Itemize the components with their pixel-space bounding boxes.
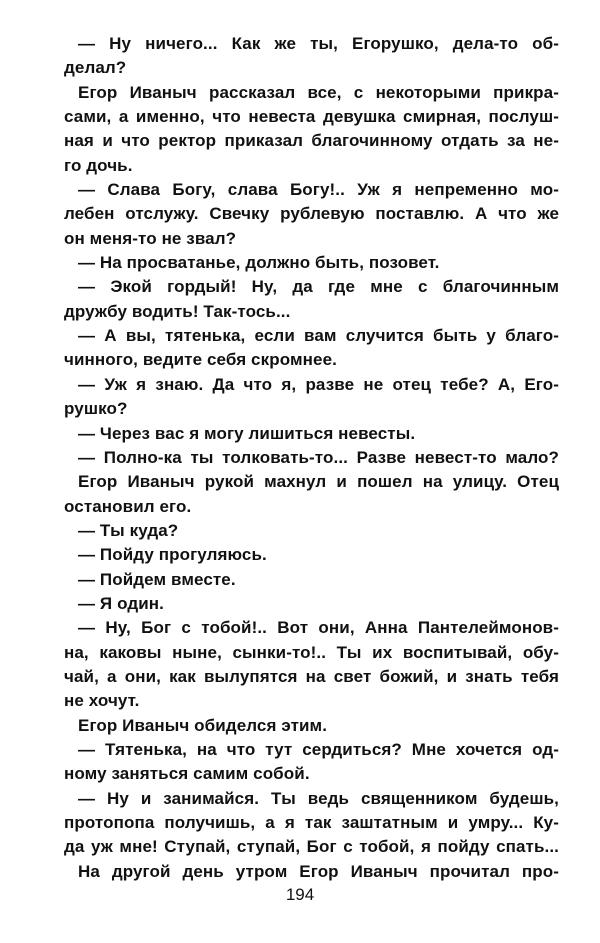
text-line: На другой день утром Егор Иваныч прочитал про- <box>78 861 559 881</box>
text-line: — Ну и занимайся. Ты ведь священником будешь, <box>78 788 559 808</box>
text-line: остановил его. <box>64 496 192 516</box>
text-line: Егор Иваныч рукой махнул и пошел на улицу. Отец <box>78 472 559 492</box>
text-line: — Экой гордый! Ну, да где мне с благочинным <box>78 277 559 297</box>
text-line: сами, а именно, что невеста девушка смирная, послуш- <box>64 107 559 127</box>
text-line: рушко? <box>64 399 128 419</box>
text-line: — Ну, Бог с тобой!.. Вот они, Анна Пантелеймонов- <box>78 618 559 638</box>
text-line: ная и что ректор приказал благочинному отдать за не- <box>64 131 559 151</box>
text-line: ному заняться самим собой. <box>64 764 310 784</box>
text-line: — Тятенька, на что тут сердиться? Мне хочется од- <box>78 739 559 759</box>
text-line: не хочут. <box>64 691 140 711</box>
text-line: лебен отслужу. Свечку рублевую поставлю. А что же <box>64 204 559 224</box>
text-line: Егор Иваныч рассказал все, с некоторыми прикра- <box>78 82 559 102</box>
text-line: дружбу водить! Так-тось... <box>64 301 291 321</box>
text-line: чай, а они, как вылупятся на свет божий, и знать тебя <box>64 666 559 686</box>
text-line: да уж мне! Ступай, ступай, Бог с тобой, я пойду спать... <box>64 837 559 857</box>
page-text <box>64 32 559 884</box>
text-line: чинного, ведите себя скромнее. <box>64 350 337 370</box>
text-line: — Пойду прогуляюсь. <box>78 545 267 565</box>
text-line: на, каковы ныне, сынки-то!.. Ты их воспитывай, обу- <box>64 642 559 662</box>
text-line: — Я один. <box>78 593 164 613</box>
text-line: — Слава Богу, слава Богу!.. Уж я непременно мо- <box>78 180 559 200</box>
text-line: го дочь. <box>64 155 133 175</box>
text-line: — Ну ничего... Как же ты, Егорушко, дела-то об- <box>78 34 559 53</box>
text-line: он меня-то не звал? <box>64 228 237 248</box>
text-line: — Уж я знаю. Да что я, разве не отец тебе? А, Его- <box>78 374 559 394</box>
text-line: Егор Иваныч обиделся этим. <box>78 715 328 735</box>
text-line: — Полно-ка ты толковать-то... Разве невест-то мало? <box>78 447 559 467</box>
text-line: — Ты куда? <box>78 520 179 540</box>
text-line: протопопа получишь, а я так заштатным и умру... Ку- <box>64 813 559 832</box>
text-line: делал? <box>64 58 127 78</box>
page-number: 194 <box>285 885 315 904</box>
text-line: — На просватанье, должно быть, позовет. <box>78 253 440 273</box>
text-line: — Через вас я могу лишиться невесты. <box>78 423 416 443</box>
text-line: — А вы, тятенька, если вам случится быть у благо- <box>78 326 559 346</box>
text-line: — Пойдем вместе. <box>78 569 236 589</box>
